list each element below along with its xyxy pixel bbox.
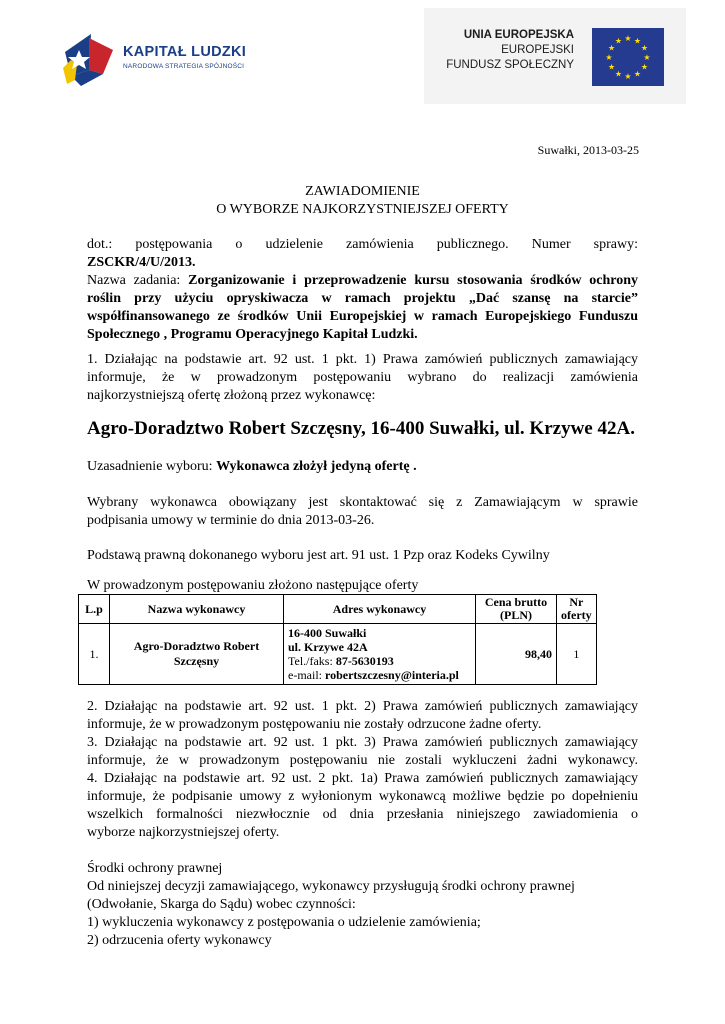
point1-line2: informuje, że w prowadzonym postępowaniu wybrano do realizacji zamówienia — [87, 370, 638, 385]
th-name: Nazwa wykonawcy — [110, 595, 284, 624]
eu-star-icon: ★ — [605, 53, 613, 62]
tel-label: Tel./faks: — [288, 654, 333, 668]
offers-intro: W prowadzonym postępowaniu złożono następujące oferty — [87, 578, 419, 593]
table-header-row — [79, 595, 597, 624]
justification-value: Wykonawca złożył jedyną ofertę . — [216, 459, 417, 474]
task-text-1: Zorganizowanie i przeprowadzenie kursu stosowania środków ochrony — [188, 273, 639, 288]
cell-nr: 1 — [557, 624, 597, 685]
addr-line1: 16-400 Suwałki — [288, 626, 367, 640]
eu-star-icon: ★ — [607, 62, 616, 72]
th-price — [476, 595, 557, 624]
eu-star-icon: ★ — [633, 69, 642, 79]
eu-line1: UNIA EUROPEJSKA — [463, 29, 574, 41]
kapital-ludzki-title: KAPITAŁ LUDZKI — [123, 44, 247, 60]
task-text-2: roślin przy użyciu opryskiwacza w ramach projektu „Dać szansę na starcie” — [87, 291, 638, 306]
cell-lp: 1. — [79, 624, 110, 685]
remedies-line4: 2) odrzucenia oferty wykonawcy — [87, 933, 272, 948]
table-row — [79, 624, 597, 685]
th-price-l2: (PLN) — [500, 608, 532, 622]
eu-star-icon: ★ — [633, 36, 642, 46]
cell-name: Agro-Doradztwo Robert Szczęsny — [110, 624, 284, 685]
tel-value: 87-5630193 — [335, 654, 394, 668]
eu-line3: FUNDUSZ SPOŁECZNY — [446, 59, 574, 71]
task-label: Nazwa zadania: — [87, 273, 181, 288]
heading-line2: O WYBORZE NAJKORZYSTNIEJSZEJ OFERTY — [216, 202, 509, 217]
selected-contractor: Agro-Doradztwo Robert Szczęsny, 16-400 Suwałki, ul. Krzywe 42A. — [87, 418, 635, 439]
offers-table — [78, 594, 597, 685]
point1-line3: najkorzystniejszą ofertę złożoną przez wykonawcę: — [87, 388, 376, 403]
justification-label: Uzasadnienie wyboru: — [87, 459, 213, 474]
justification — [87, 458, 417, 476]
th-nr-l2: oferty — [561, 608, 592, 622]
email-label: e-mail: — [288, 668, 322, 682]
task-text-4: Społecznego , Programu Operacyjnego Kapitał Ludzki. — [87, 327, 418, 342]
eu-star-icon: ★ — [640, 43, 649, 53]
th-lp: L.p — [79, 595, 110, 624]
email-value: robertszczesny@interia.pl — [324, 668, 459, 682]
point2-line2: informuje, że w prowadzonym postępowaniu nie zostały odrzucone żadne oferty. — [87, 717, 542, 732]
document-date: Suwałki, 2013-03-25 — [537, 143, 639, 157]
eu-star-icon: ★ — [624, 34, 632, 43]
eu-star-icon: ★ — [643, 53, 651, 62]
eu-star-icon: ★ — [614, 69, 623, 79]
kapital-ludzki-emblem-icon — [63, 30, 119, 88]
point4-line3: wszelkich formalności niezwłocznie od dnia przesłania niniejszego zawiadomienia o — [87, 807, 638, 822]
point4-line1: 4. Działając na podstawie art. 92 ust. 2 pkt. 1a) Prawa zamówień publicznych zamawiający — [87, 771, 638, 786]
legal-basis: Podstawą prawną dokonanego wyboru jest art. 91 ust. 1 Pzp oraz Kodeks Cywilny — [87, 548, 550, 563]
task-line1 — [87, 272, 638, 290]
task-text-3: współfinansowanego ze środków Unii Europejskiej w ramach Europejskiego Funduszu — [87, 309, 638, 324]
eu-star-icon: ★ — [624, 72, 632, 81]
addr-line2: ul. Krzywe 42A — [288, 640, 368, 654]
case-number: ZSCKR/4/U/2013. — [87, 255, 196, 270]
th-price-l1: Cena brutto — [484, 595, 548, 609]
cell-price: 98,40 — [476, 624, 557, 685]
point1-line1: 1. Działając na podstawie art. 92 ust. 1 pkt. 1) Prawa zamówień publicznych zamawiający — [87, 352, 638, 367]
th-nr — [557, 595, 597, 624]
remedies-line1: Od niniejszej decyzji zamawiającego, wykonawcy przysługują środki ochrony prawnej — [87, 879, 575, 894]
eu-star-icon: ★ — [607, 43, 616, 53]
obligation-line2: podpisania umowy w terminie do dnia 2013-03-26. — [87, 513, 375, 528]
remedies-line3: 1) wykluczenia wykonawcy z postępowania o udzielenie zamówienia; — [87, 915, 481, 930]
point4-line4: wyborze najkorzystniejszej oferty. — [87, 825, 280, 840]
kapital-ludzki-subtitle: NARODOWA STRATEGIA SPÓJNOŚCI — [123, 63, 245, 70]
eu-logo — [424, 8, 686, 104]
point4-line2: informuje, że podpisanie umowy z wyłonionym wykonawcą możliwe będzie po dopełnieniu — [87, 789, 638, 804]
point3-line1: 3. Działając na podstawie art. 92 ust. 1 pkt. 3) Prawa zamówień publicznych zamawiający — [87, 735, 638, 750]
remedies-line2: (Odwołanie, Skarga do Sądu) wobec czynności: — [87, 897, 356, 912]
eu-flag-icon — [592, 28, 664, 86]
point3-line2: informuje, że w prowadzonym postępowaniu nie zostali wykluczeni żadni wykonawcy. — [87, 753, 638, 768]
eu-line2: EUROPEJSKI — [501, 44, 574, 56]
kapital-ludzki-logo — [63, 30, 293, 88]
th-address: Adres wykonawcy — [284, 595, 476, 624]
intro-dot-line: dot.: postępowania o udzielenie zamówienia publicznego. Numer sprawy: — [87, 237, 638, 252]
eu-star-icon: ★ — [640, 62, 649, 72]
obligation-line1: Wybrany wykonawca obowiązany jest skontaktować się z Zamawiającym w sprawie — [87, 495, 638, 510]
eu-star-icon: ★ — [614, 36, 623, 46]
cell-address — [284, 624, 476, 685]
heading-line1: ZAWIADOMIENIE — [305, 184, 420, 199]
th-nr-l1: Nr — [569, 595, 584, 609]
eu-logo-text — [446, 28, 574, 73]
remedies-title: Środki ochrony prawnej — [87, 861, 223, 876]
point2-line1: 2. Działając na podstawie art. 92 ust. 1 pkt. 2) Prawa zamówień publicznych zamawiający — [87, 699, 638, 714]
